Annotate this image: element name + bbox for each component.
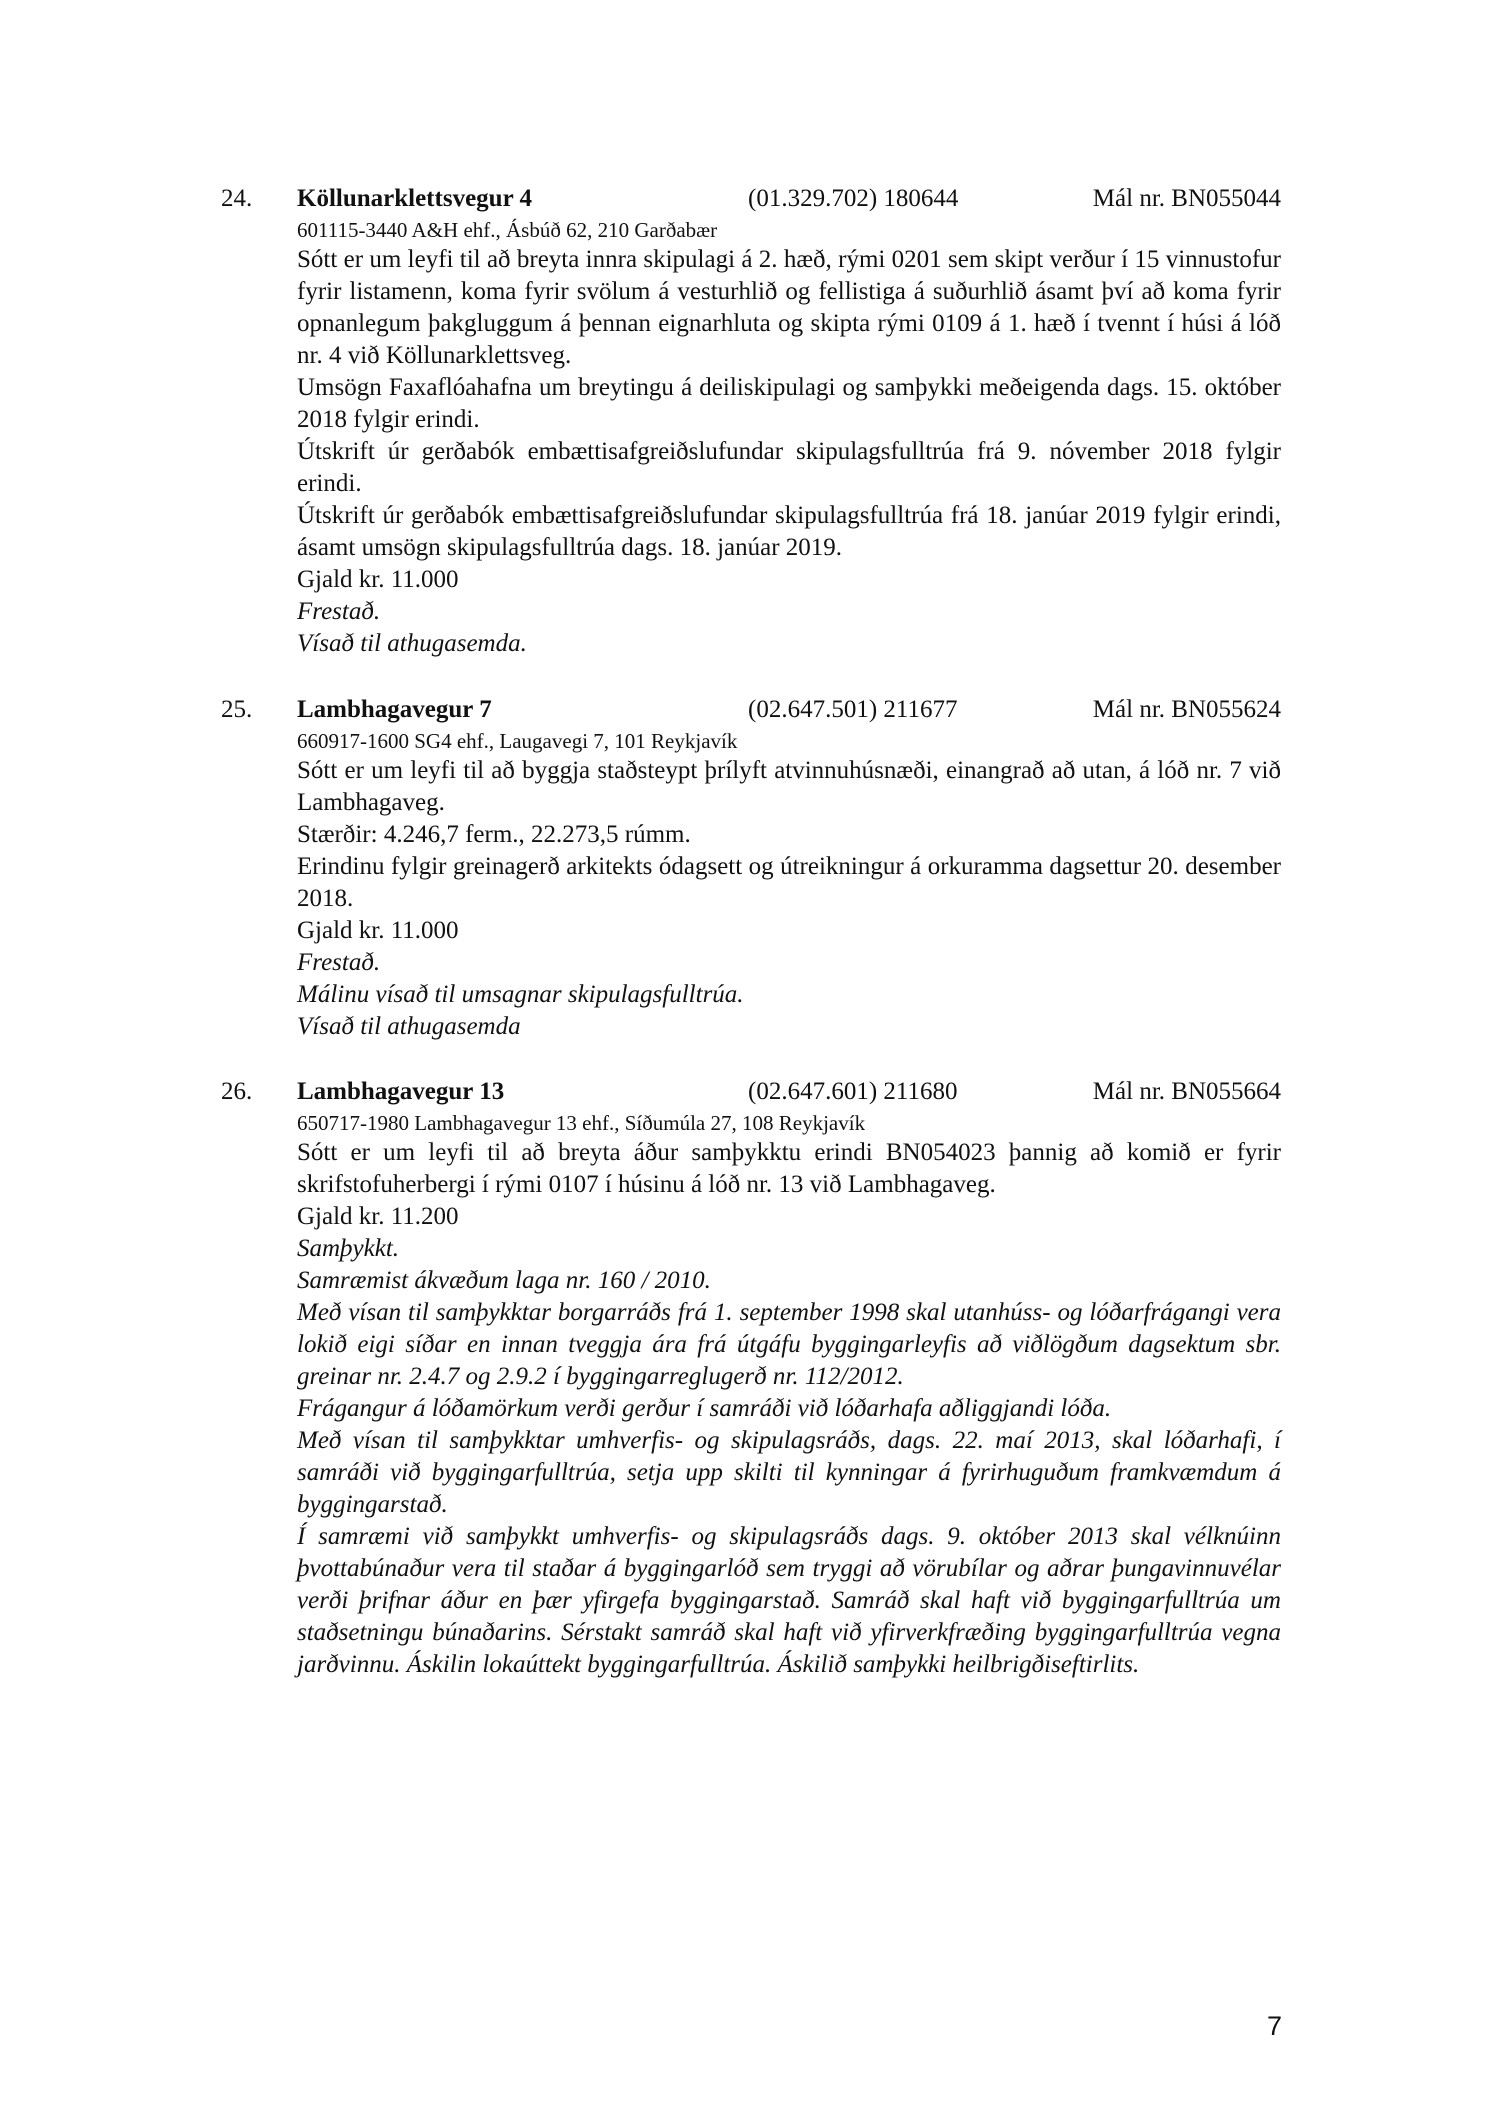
property-reference: (01.329.702) 180644	[748, 185, 959, 212]
case-paragraph: Sótt er um leyfi til að breyta áður samþykktu erindi BN054023 þannig að komið er fyrir skrifstofuherbergi í rými 0107 í húsinu á lóð nr. 13 við Lambhagaveg.	[297, 1139, 1281, 1198]
case-paragraph: Útskrift úr gerðabók embættisafgreiðslufundar skipulagsfulltrúa frá 18. janúar 2019 fylgir erindi, ásamt umsögn skipulagsfulltrúa dags. 18. janúar 2019.	[297, 502, 1281, 561]
case-body	[297, 244, 1281, 660]
case-body	[297, 1137, 1281, 1681]
case-number: 24.	[221, 185, 253, 212]
case-number: 26.	[221, 1078, 253, 1105]
case-number: 25.	[221, 696, 253, 723]
page-number: 7	[1266, 2011, 1282, 2041]
decision-line: Frestað.	[297, 949, 381, 976]
decision-line: Vísað til athugasemda	[297, 1013, 521, 1040]
decision-line: Samþykkt.	[297, 1235, 400, 1262]
fee-line: Gjald kr. 11.000	[297, 917, 459, 944]
case-paragraph: Erindinu fylgir greinagerð arkitekts ódagsett og útreikningur á orkuramma dagsettur 20. desember 2018.	[297, 853, 1281, 912]
fee-line: Gjald kr. 11.200	[297, 1203, 459, 1230]
case-header	[0, 693, 1500, 727]
case-id: Mál nr. BN055664	[1092, 1078, 1281, 1105]
case-paragraph: Sótt er um leyfi til að breyta innra skipulagi á 2. hæð, rými 0201 sem skipt verður í 15 vinnustofur fyrir listamenn, koma fyrir svölum á vesturhlið og fellistiga á suðurhlið ásamt því að koma fyrir opnanlegum þakgluggum á þennan eignarhluta og skipta rými 0109 á 1. hæð í tvennt í húsi á lóð nr. 4 við Köllunarklettsveg.	[297, 246, 1281, 369]
applicant-line: 660917-1600 SG4 ehf., Laugavegi 7, 101 Reykjavík	[297, 729, 738, 753]
property-reference: (02.647.501) 211677	[748, 696, 958, 723]
decision-paragraph: Með vísan til samþykktar borgarráðs frá 1. september 1998 skal utanhúss- og lóðarfrágangi vera lokið eigi síðar en innan tveggja ára frá útgáfu byggingarleyfis að viðlögðum dagsektum sbr. greinar nr. 2.4.7 og 2.9.2 í byggingarreglugerð nr. 112/2012.	[297, 1299, 1281, 1390]
size-line: Stærðir: 4.246,7 ferm., 22.273,5 rúmm.	[297, 821, 691, 848]
case-paragraph: Umsögn Faxaflóahafna um breytingu á deiliskipulagi og samþykki meðeigenda dags. 15. október 2018 fylgir erindi.	[297, 374, 1281, 433]
case-id: Mál nr. BN055624	[1092, 696, 1281, 723]
case-header	[0, 182, 1500, 216]
case-header	[0, 1075, 1500, 1109]
case-address: Lambhagavegur 13	[297, 1078, 505, 1105]
case-address: Lambhagavegur 7	[297, 696, 492, 723]
applicant-line: 650717-1980 Lambhagavegur 13 ehf., Síðumúla 27, 108 Reykjavík	[297, 1111, 866, 1135]
case-entry	[0, 182, 1500, 660]
decision-line: Frestað.	[297, 598, 381, 625]
case-paragraph: Sótt er um leyfi til að byggja staðsteypt þrílyft atvinnuhúsnæði, einangrað að utan, á lóð nr. 7 við Lambhagaveg.	[297, 757, 1281, 816]
decision-paragraph: Í samræmi við samþykkt umhverfis- og skipulagsráðs dags. 9. október 2013 skal vélknúinn þvottabúnaður vera til staðar á byggingarlóð sem tryggi að vörubílar og aðrar þungavinnuvélar verði þrifnar áður en þær yfirgefa byggingarstað. Samráð skal haft við byggingarfulltrúa um staðsetningu búnaðarins. Sérstakt samráð skal haft við yfirverkfræðing byggingarfulltrúa vegna jarðvinnu. Áskilin lokaúttekt byggingarfulltrúa. Áskilið samþykki heilbrigðiseftirlits.	[297, 1523, 1281, 1678]
decision-paragraph: Frágangur á lóðamörkum verði gerður í samráði við lóðarhafa aðliggjandi lóða.	[297, 1395, 1112, 1422]
decision-line: Vísað til athugasemda.	[297, 630, 527, 657]
applicant-line: 601115-3440 A&H ehf., Ásbúð 62, 210 Garðabær	[297, 218, 718, 242]
case-address: Köllunarklettsvegur 4	[297, 185, 532, 212]
decision-paragraph: Með vísan til samþykktar umhverfis- og skipulagsráðs, dags. 22. maí 2013, skal lóðarhafi, í samráði við byggingarfulltrúa, setja upp skilti til kynningar á fyrirhuguðum framkvæmdum á byggingarstað.	[297, 1427, 1281, 1518]
case-body	[297, 755, 1281, 1043]
case-id: Mál nr. BN055044	[1092, 185, 1281, 212]
fee-line: Gjald kr. 11.000	[297, 566, 459, 593]
decision-line: Málinu vísað til umsagnar skipulagsfulltrúa.	[297, 981, 744, 1008]
case-entry	[0, 693, 1500, 1043]
property-reference: (02.647.601) 211680	[748, 1078, 958, 1105]
case-entry	[0, 1075, 1500, 1681]
case-paragraph: Útskrift úr gerðabók embættisafgreiðslufundar skipulagsfulltrúa frá 9. nóvember 2018 fylgir erindi.	[297, 438, 1281, 497]
decision-line: Samræmist ákvæðum laga nr. 160 / 2010.	[297, 1267, 711, 1294]
